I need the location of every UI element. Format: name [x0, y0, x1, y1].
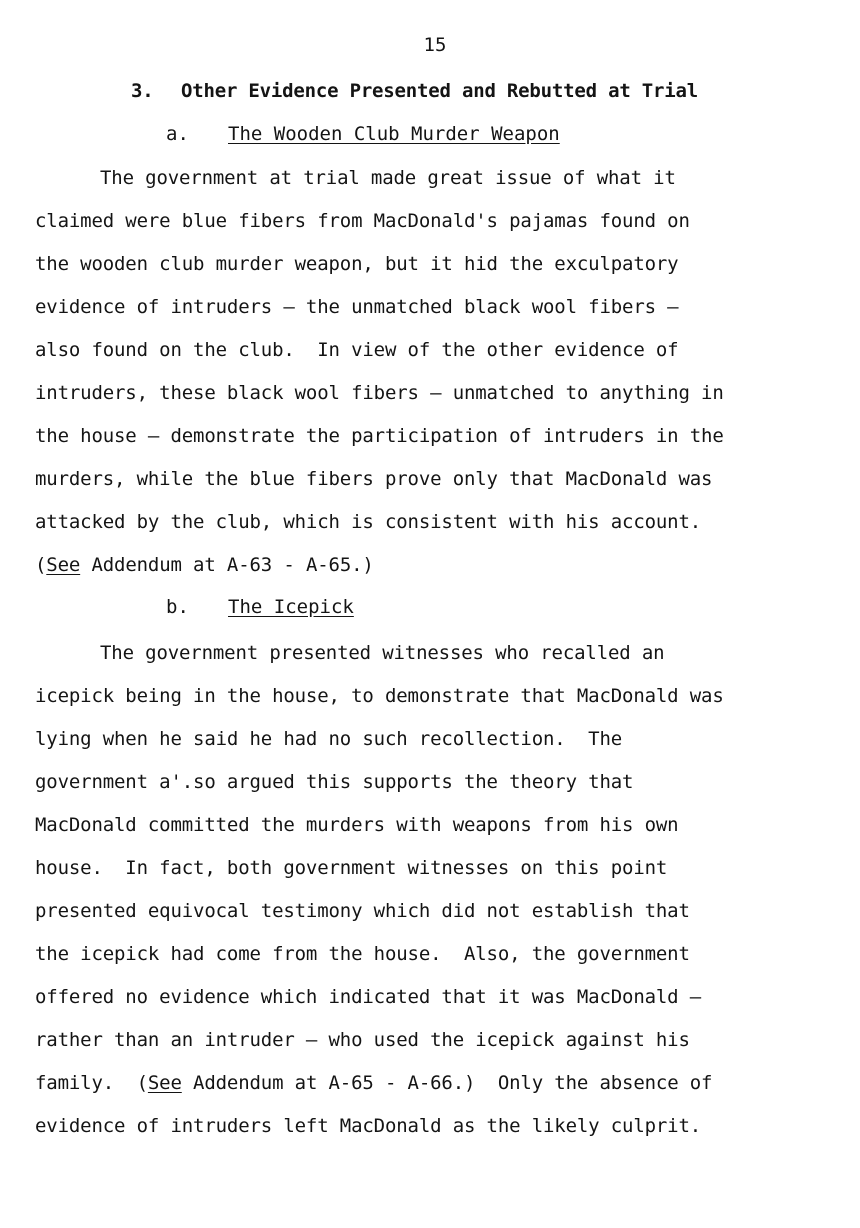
paragraph-line: government a'.so argued this supports the theory that [35, 771, 634, 793]
paragraph-line: the wooden club murder weapon, but it hid the exculpatory [35, 253, 679, 275]
citation-line: (See Addendum at A-63 - A-65.) [35, 554, 374, 576]
paragraph-line: house. In fact, both government witnesses on this point [35, 857, 668, 879]
paragraph-line: lying when he said he had no such recollection. The [35, 728, 623, 750]
citation-text: Addendum at A-65 - A-66.) Only the absence of [181, 1072, 713, 1094]
paragraph-wooden-club [35, 157, 850, 587]
paragraph-line: evidence of intruders — the unmatched black wool fibers — [35, 296, 679, 318]
paragraph-line: presented equivocal testimony which did not establish that [35, 900, 690, 922]
paragraph-line: claimed were blue fibers from MacDonald's pajamas found on [35, 210, 690, 232]
citation-line [35, 1062, 850, 1105]
subsection-b-letter: b. [166, 596, 189, 618]
paragraph-line: the house — demonstrate the participation of intruders in the [35, 425, 724, 447]
page-number: 15 [423, 34, 447, 56]
section-title: Other Evidence Presented and Rebutted at Trial [181, 80, 698, 102]
subsection-a-title: The Wooden Club Murder Weapon [228, 123, 560, 145]
subsection-b-heading [166, 596, 354, 618]
paragraph-line: intruders, these black wool fibers — unmatched to anything in [35, 382, 724, 404]
paragraph-line: MacDonald committed the murders with weapons from his own [35, 814, 679, 836]
see-signal: See [147, 1072, 182, 1094]
paragraph-line: offered no evidence which indicated that it was MacDonald — [35, 986, 702, 1008]
paragraph-line: icepick being in the house, to demonstrate that MacDonald was [35, 685, 724, 707]
section-heading [131, 80, 698, 102]
subsection-b-title: The Icepick [228, 596, 354, 618]
subsection-a-heading [166, 123, 560, 145]
citation-prefix: family. ( [35, 1072, 148, 1094]
paragraph-icepick [35, 632, 850, 1148]
see-signal: See [46, 554, 81, 576]
paragraph-line: The government presented witnesses who recalled an [100, 642, 665, 664]
section-number: 3. [131, 80, 154, 102]
paragraph-line: attacked by the club, which is consistent with his account. [35, 511, 702, 533]
paragraph-line: murders, while the blue fibers prove only that MacDonald was [35, 468, 713, 490]
paragraph-line: also found on the club. In view of the other evidence of [35, 339, 679, 361]
paragraph-line: the icepick had come from the house. Also, the government [35, 943, 690, 965]
citation-text: Addendum at A-63 - A-65.) [80, 554, 374, 576]
paragraph-line: evidence of intruders left MacDonald as the likely culprit. [35, 1115, 702, 1137]
subsection-a-letter: a. [166, 123, 189, 145]
paragraph-line: rather than an intruder — who used the icepick against his [35, 1029, 690, 1051]
paragraph-line: The government at trial made great issue of what it [100, 167, 676, 189]
